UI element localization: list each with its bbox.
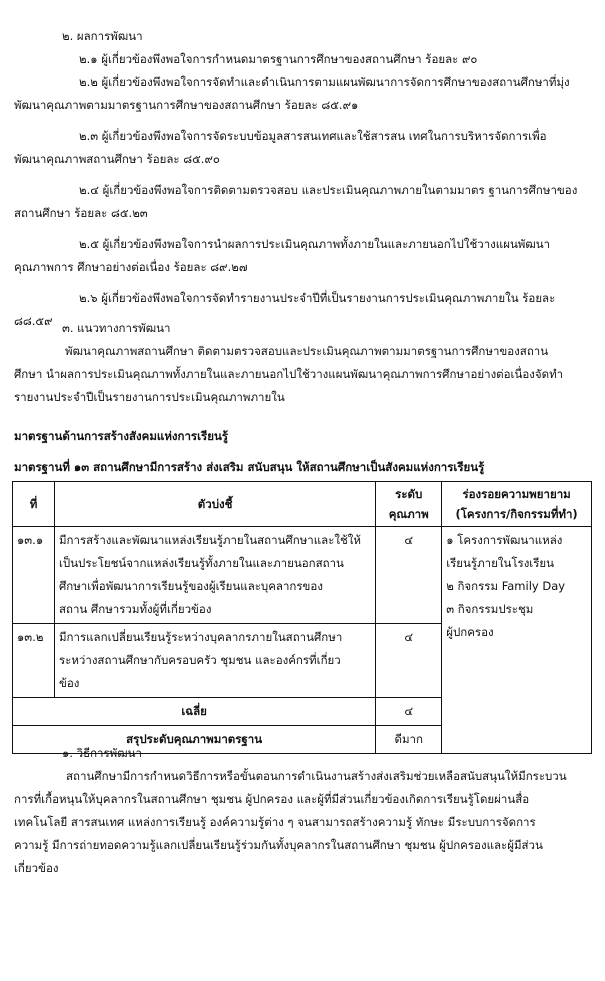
result-item: ๒.๓ ผู้เกี่ยวข้องพึงพอใจการจัดระบบข้อมูลสารสนเทศและใช้สารสน เทศในการบริหารจัดการเพื่อ [79,129,547,143]
trace-cell: ๑ โครงการพัฒนาแหล่ง เรียนรู้ภายในโรงเรียน ๒ กิจกรรม Family Day ๓ กิจกรรมประชุม ผู้ปกครอง [442,527,592,754]
methods-line: การที่เกื้อหนุนให้บุคลากรในสถานศึกษา ชุมชน ผู้ปกครอง และผู้ที่มีส่วนเกี่ยวข้องเกิดการเรียนรู้โดยผ่านสื่อ [14,792,530,806]
methods-line: ความรู้ มีการถ่ายทอดความรู้แลกเปลี่ยนเรียนรู้ร่วมกันทั้งบุคลากรในสถานศึกษา ชุมชน ผู้ปกครองและผู้มีส่วน [14,838,543,852]
results-heading: ๒. ผลการพัฒนา [62,29,143,43]
guidelines-line: พัฒนาคุณภาพสถานศึกษา ติดตามตรวจสอบและประเมินคุณภาพตามมาตรฐานการศึกษาของสถาน [65,344,549,358]
row-indicator: มีการสร้างและพัฒนาแหล่งเรียนรู้ภายในสถานศึกษาและใช้ให้ เป็นประโยชน์จากแหล่งเรียนรู้ทั้งภายในและภายนอกสถาน ศึกษาเพื่อพัฒนาการเรียนรู้ของผู้เรียนและบุคลากรของ สถาน ศึกษารวมทั้งผู้ที่เกี่ยวข้อง [54,527,375,624]
standard-title-block [14,425,590,448]
result-item: ๒.๔ ผู้เกี่ยวข้องพึงพอใจการติดตามตรวจสอบ และประเมินคุณภาพภายในตามมาตร ฐานการศึกษาของ [79,183,578,197]
table-header-row [13,482,592,527]
row-level: ๔ [376,624,442,698]
result-item: ๒.๖ ผู้เกี่ยวข้องพึงพอใจการจัดทำรายงานประจำปีที่เป็นรายงานการประเมินคุณภาพภายใน ร้อยละ [79,291,556,305]
row-level: ๔ [376,527,442,624]
average-label: เฉลี่ย [13,698,376,726]
result-item: ๒.๒ ผู้เกี่ยวข้องพึงพอใจการจัดทำและดำเนินการตามแผนพัฒนาการจัดการศึกษาของสถานศึกษาที่มุ่ง [79,75,570,89]
methods-line: สถานศึกษามีการกำหนดวิธีการหรือขั้นตอนการดำเนินงานสร้างส่งเสริมช่วยเหลือสนับสนุนให้มีกระบวน [66,769,567,783]
result-item-cont: คุณภาพการ ศึกษาอย่างต่อเนื่อง ร้อยละ ๘๙.๒๗ [14,260,248,274]
guidelines-section [14,317,590,409]
summary-label: สรุประดับคุณภาพมาตรฐาน [13,726,376,754]
guidelines-line: รายงานประจำปีเป็นรายงานการประเมินคุณภาพภายใน [14,390,285,404]
standard-title: มาตรฐานด้านการสร้างสังคมแห่งการเรียนรู้ [14,429,228,443]
methods-line: เกี่ยวข้อง [14,861,59,875]
header-indicator: ตัวบ่งชี้ [54,482,375,527]
methods-heading: ๑. วิธีการพัฒนา [62,746,142,760]
header-trace: ร่องรอยความพยายาม (โครงการ/กิจกรรมที่ทำ) [442,482,592,527]
result-item: ๒.๕ ผู้เกี่ยวข้องพึงพอใจการนำผลการประเมินคุณภาพทั้งภายในและภายนอกไปใช้วางแผนพัฒนา [79,237,551,251]
row-no: ๑๓.๒ [13,624,55,698]
row-indicator: มีการแลกเปลี่ยนเรียนรู้ระหว่างบุคลากรภายในสถานศึกษา ระหว่างสถานศึกษากับครอบครัว ชุมชน และองค์กรที่เกี่ยว ข้อง [54,624,375,698]
result-item: ๒.๑ ผู้เกี่ยวข้องพึงพอใจการกำหนดมาตรฐานการศึกษาของสถานศึกษา ร้อยละ ๙๐ [79,52,478,66]
average-value: ๔ [376,698,442,726]
results-section [14,25,590,333]
standard-subtitle-block [14,456,590,479]
result-item-cont: สถานศึกษา ร้อยละ ๘๕.๒๓ [14,206,148,220]
header-no: ที่ [13,482,55,527]
result-item-cont: พัฒนาคุณภาพตามมาตรฐานการศึกษาของสถานศึกษา ร้อยละ ๘๕.๙๑ [14,98,359,112]
quality-table [12,481,592,754]
methods-section [14,742,590,880]
header-level: ระดับ คุณภาพ [376,482,442,527]
methods-line: เทคโนโลยี สารสนเทศ แหล่งการเรียนรู้ องค์ความรู้ต่าง ๆ จนสามารถสร้างความรู้ ทักษะ มีระบบการจัดการ [14,815,536,829]
result-item-cont: พัฒนาคุณภาพสถานศึกษา ร้อยละ ๘๕.๙๐ [14,152,220,166]
standard-subtitle: มาตรฐานที่ ๑๓ สถานศึกษามีการสร้าง ส่งเสริม สนับสนุน ให้สถานศึกษาเป็นสังคมแห่งการเรียนรู้ [14,460,485,474]
summary-value: ดีมาก [376,726,442,754]
guidelines-line: ศึกษา นำผลการประเมินคุณภาพทั้งภายในและภายนอกไปใช้วางแผนพัฒนาคุณภาพการศึกษาอย่างต่อเนื่องจัดทำ [14,367,564,381]
guidelines-heading: ๓. แนวทางการพัฒนา [62,321,171,335]
table-row [13,527,592,624]
result-item-cont: ๘๘.๕๙ [14,314,53,328]
row-no: ๑๓.๑ [13,527,55,624]
